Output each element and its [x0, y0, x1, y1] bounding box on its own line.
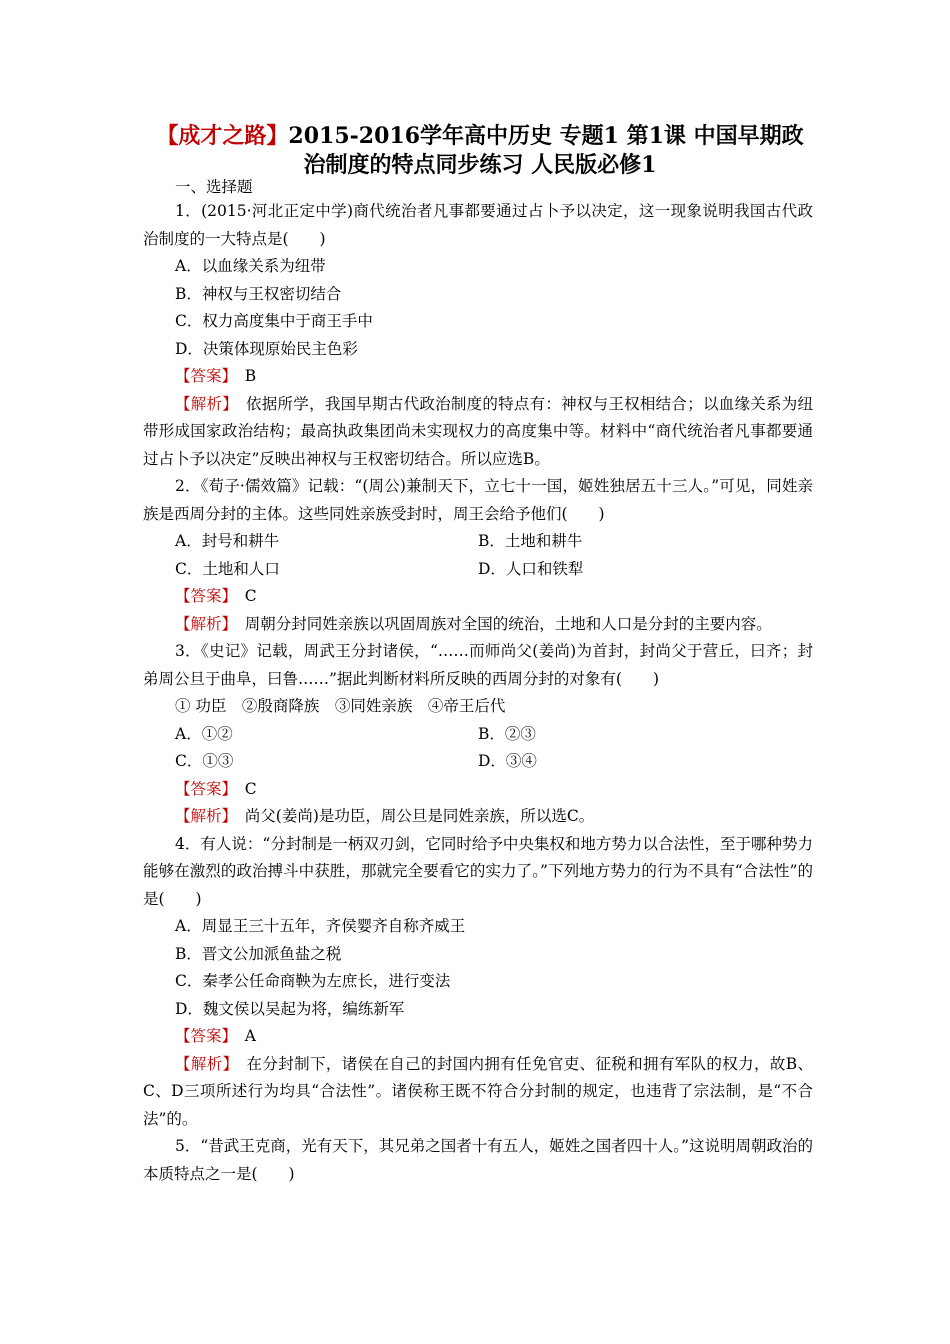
question-1: [143, 198, 813, 473]
option-b: B．神权与王权密切结合: [175, 284, 342, 303]
question-stem: 5．“昔武王克商，光有天下，其兄弟之国者十有五人，姬姓之国者四十人。”这说明周朝政治的本质特点之一是( ): [143, 1137, 813, 1183]
answer-line: [143, 1023, 813, 1051]
option-c: C．①③: [175, 752, 234, 770]
option-row: [143, 748, 813, 776]
option-c: C．秦孝公任命商鞅为左庶长，进行变法: [175, 972, 451, 990]
option-c: C．土地和人口: [175, 559, 280, 578]
option-row: [143, 721, 813, 749]
question-3: [143, 638, 813, 831]
option-b: B．土地和耕牛: [478, 532, 583, 550]
option-row: [143, 528, 813, 556]
answer-value: C: [244, 587, 257, 605]
option-a: A．周显王三十五年，齐侯婴齐自称齐威王: [175, 917, 466, 935]
answer-label: 【答案】: [175, 1027, 230, 1045]
analysis-text: 周朝分封同姓亲族以巩固周族对全国的统治，土地和人口是分封的主要内容。: [244, 614, 772, 633]
answer-line: [143, 583, 813, 611]
analysis-text: 尚父(姜尚)是功臣，周公旦是同姓亲族，所以选C。: [244, 807, 595, 825]
title-line-1: [120, 122, 840, 151]
analysis-label: 【解析】: [175, 614, 230, 633]
title-line-2: 治制度的特点同步练习 人民版必修1: [303, 152, 657, 178]
option-d: D．③④: [478, 752, 537, 770]
option-a: A．封号和耕牛: [175, 532, 280, 550]
title-brand: 【成才之路】: [156, 123, 289, 149]
answer-label: 【答案】: [175, 779, 230, 798]
option-row: [143, 556, 813, 584]
question-stem: 4．有人说：“分封制是一柄双刃剑，它同时给予中央集权和地方势力以合法性，至于哪种势力能够在激烈的政治搏斗中获胜，那就完全要看它的实力了。”下列地方势力的行为不具有“合法性”的是( ): [143, 834, 813, 908]
title-text-1: 2015-2016学年高中历史 专题1 第1课 中国早期政: [288, 123, 804, 149]
question-4: [143, 831, 813, 1134]
question-note: ① 功臣 ②殷商降族 ③同姓亲族 ④帝王后代: [175, 697, 506, 715]
option-d: D．人口和铁犁: [478, 559, 584, 578]
analysis-text: 在分封制下，诸侯在自己的封国内拥有任免官吏、征税和拥有军队的权力，故B、C、D三项所述行为均具“合法性”。诸侯称王既不符合分封制的规定，也违背了宗法制，是“不合法”的。: [143, 1054, 813, 1128]
option-b: B．②③: [478, 724, 536, 743]
option-d: D．决策体现原始民主色彩: [175, 339, 358, 358]
analysis-line: [143, 391, 813, 474]
analysis-label: 【解析】: [175, 394, 231, 413]
question-stem: 2．《荀子·儒效篇》记载：“(周公)兼制天下，立七十一国，姬姓独居五十三人。”可见，同姓亲族是西周分封的主体。这些同姓亲族受封时，周王会给予他们( ): [143, 477, 813, 523]
question-5: [143, 1133, 813, 1188]
option-a: A．①②: [175, 724, 233, 743]
answer-value: A: [244, 1027, 256, 1045]
option-d: D．魏文侯以吴起为将，编练新军: [175, 999, 405, 1018]
analysis-label: 【解析】: [175, 1054, 231, 1073]
analysis-line: [143, 1051, 813, 1134]
answer-value: C: [244, 779, 257, 798]
answer-line: [143, 363, 813, 391]
document-body: [143, 176, 813, 1188]
section-heading: 一、选择题: [175, 178, 253, 196]
answer-label: 【答案】: [175, 367, 230, 385]
question-2: [143, 473, 813, 638]
option-c: C．权力高度集中于商王手中: [175, 312, 373, 330]
option-a: A．以血缘关系为纽带: [175, 257, 326, 275]
answer-line: [143, 776, 813, 804]
question-stem: 1．(2015·河北正定中学)商代统治者凡事都要通过占卜予以决定，这一现象说明我国古代政治制度的一大特点是( ): [143, 202, 813, 248]
answer-label: 【答案】: [175, 587, 230, 605]
question-stem: 3．《史记》记载，周武王分封诸侯，“……而师尚父(姜尚)为首封，封尚父于营丘，曰齐；封弟周公旦于曲阜，曰鲁……”据此判断材料所反映的西周分封的对象有( ): [143, 642, 813, 688]
answer-value: B: [244, 367, 257, 385]
analysis-text: 依据所学，我国早期古代政治制度的特点有：神权与王权相结合；以血缘关系为纽带形成国家政治结构；最高执政集团尚未实现权力的高度集中等。材料中“商代统治者凡事都要通过占卜予以决定”反映出神权与王权密切结合。所以应选B。: [143, 394, 813, 468]
analysis-line: [143, 803, 813, 831]
analysis-line: [143, 611, 813, 639]
option-b: B．晋文公加派鱼盐之税: [175, 944, 342, 963]
document-title: [120, 122, 840, 180]
analysis-label: 【解析】: [175, 807, 230, 825]
